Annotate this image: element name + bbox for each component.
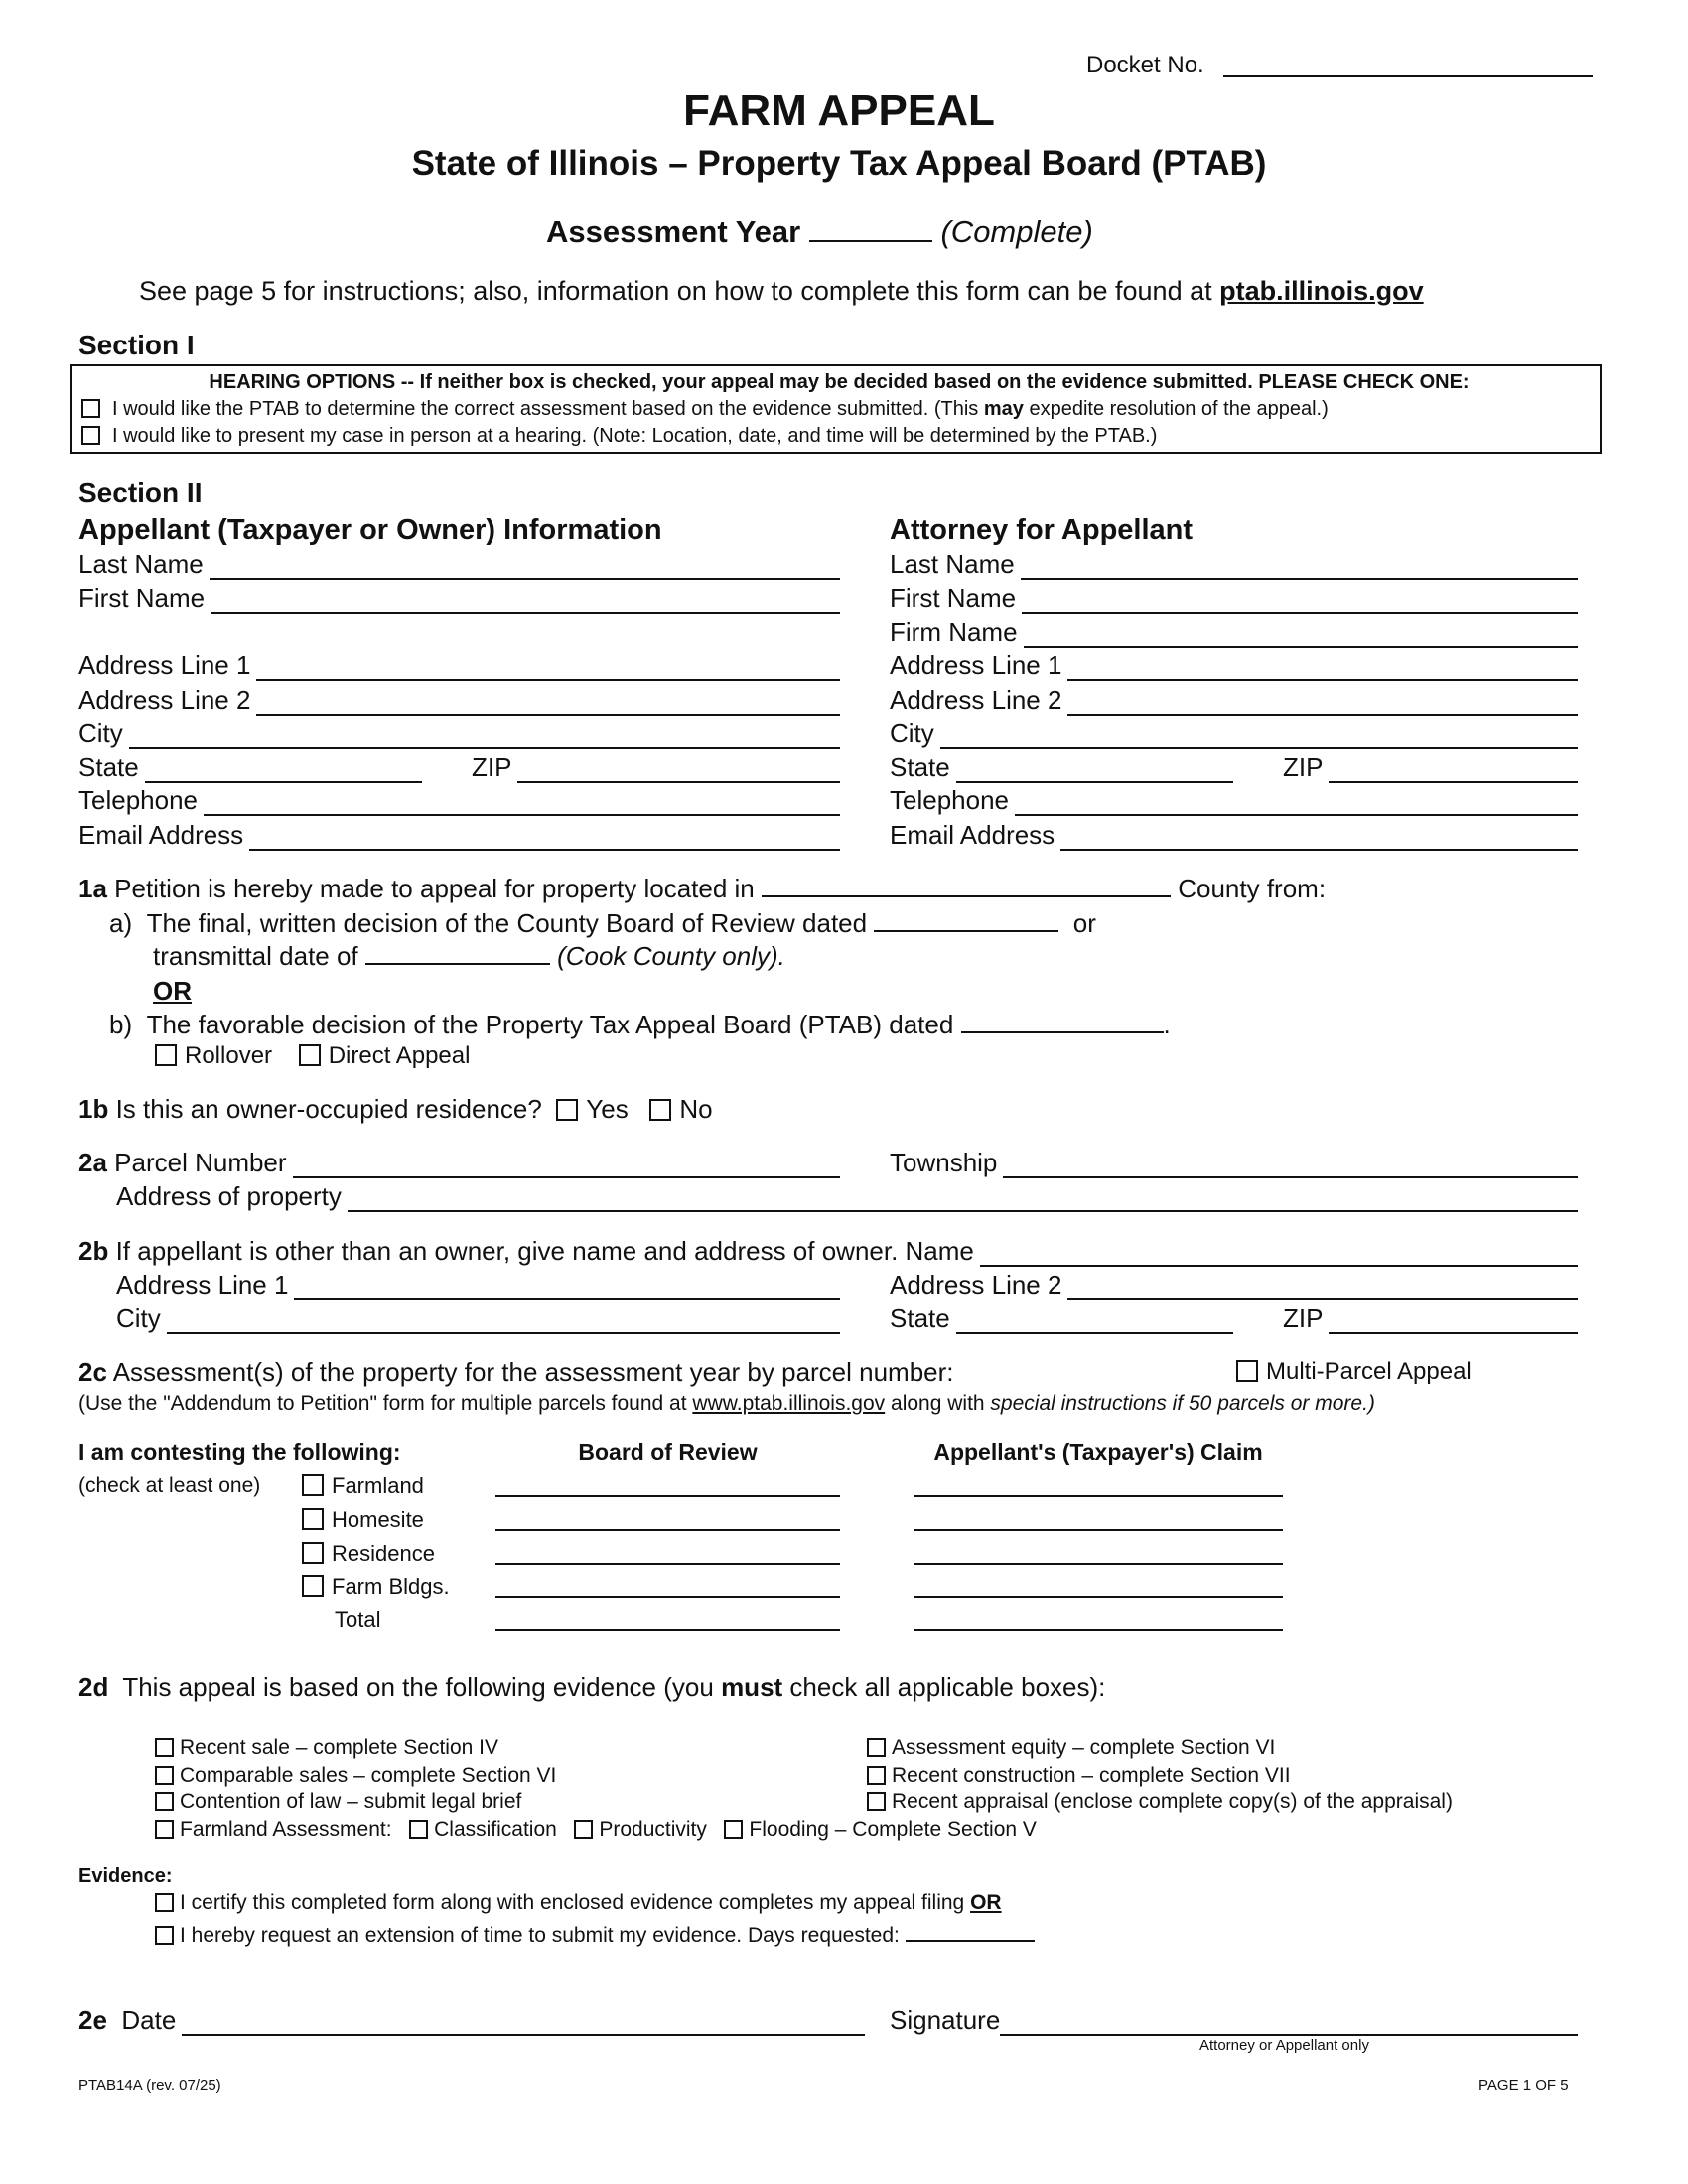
field-line[interactable] <box>210 558 840 580</box>
field-line[interactable] <box>940 727 1578 749</box>
field-line[interactable] <box>517 761 840 783</box>
field-line[interactable] <box>256 659 840 681</box>
checkbox[interactable] <box>81 399 100 418</box>
county-field[interactable] <box>762 876 1171 897</box>
field-line[interactable] <box>1015 794 1578 816</box>
contest-farm-bldgs[interactable] <box>302 1574 450 1600</box>
label: First Name <box>78 583 206 613</box>
extension-option[interactable] <box>155 1923 1035 1948</box>
field-line[interactable] <box>1329 761 1578 783</box>
evidence-recent-sale[interactable] <box>155 1735 498 1760</box>
label: First Name <box>890 583 1017 613</box>
label: Parcel Number <box>114 1148 287 1177</box>
attorney-first-name[interactable] <box>890 583 1578 614</box>
checkbox[interactable] <box>302 1575 324 1597</box>
option-label: Yes <box>586 1094 629 1124</box>
q1a-b-row <box>109 1010 1171 1040</box>
q-text: County from: <box>1178 874 1327 903</box>
bor-residence-field[interactable] <box>495 1563 840 1565</box>
q1a-a-row-2 <box>153 941 785 972</box>
label: Date <box>121 2005 177 2035</box>
township[interactable] <box>890 1148 1578 1178</box>
option-text: expedite resolution of the appeal.) <box>1029 398 1329 420</box>
appellant-email[interactable] <box>78 820 840 851</box>
productivity-checkbox[interactable] <box>574 1820 593 1839</box>
owner-city[interactable] <box>116 1303 840 1334</box>
attorney-zip[interactable] <box>1283 752 1578 783</box>
owner-name[interactable] <box>78 1236 1578 1267</box>
owner-zip[interactable] <box>1283 1303 1578 1334</box>
option-label: I hereby request an extension of time to submit my evidence. Days requested: <box>180 1924 900 1947</box>
hearing-option-2[interactable] <box>81 424 1157 448</box>
column-appellant-claim: Appellant's (Taxpayer's) Claim <box>933 1439 1263 1465</box>
field-line[interactable] <box>167 1312 840 1334</box>
field-line[interactable] <box>980 1245 1578 1267</box>
q-text: Is this an owner-occupied residence? <box>115 1094 542 1124</box>
evidence-comparable-sales[interactable] <box>155 1763 556 1788</box>
checkbox[interactable] <box>867 1792 886 1811</box>
field-line[interactable] <box>1067 1279 1578 1300</box>
contest-farmland[interactable] <box>302 1473 424 1499</box>
claim-farm-bldgs-field[interactable] <box>914 1596 1283 1598</box>
check-note: (check at least one) <box>78 1474 261 1497</box>
q-num: 2b <box>78 1236 109 1266</box>
classification-checkbox[interactable] <box>409 1820 428 1839</box>
label: Firm Name <box>890 617 1018 647</box>
evidence-farmland <box>155 1817 1037 1842</box>
label: Township <box>890 1148 998 1177</box>
appellant-telephone[interactable] <box>78 785 840 816</box>
label: Telephone <box>78 785 198 815</box>
claim-residence-field[interactable] <box>914 1563 1283 1565</box>
field-line[interactable] <box>1067 694 1578 716</box>
q1b-row <box>78 1094 713 1125</box>
label: Address Line 1 <box>78 650 251 680</box>
assessment-year-label: Assessment Year <box>546 214 801 249</box>
label: Email Address <box>890 820 1055 850</box>
certify-option[interactable] <box>155 1890 1002 1915</box>
checkbox[interactable] <box>155 1893 174 1912</box>
option-label: Recent construction – complete Section VII <box>892 1764 1291 1787</box>
label: State <box>78 752 139 782</box>
field-line[interactable] <box>1067 659 1578 681</box>
transmittal-date-field[interactable] <box>365 943 550 965</box>
label: State <box>890 1303 950 1333</box>
property-address[interactable] <box>116 1181 1578 1212</box>
q-num: 2a <box>78 1148 107 1177</box>
checkbox[interactable] <box>155 1792 174 1811</box>
or-label: OR <box>970 1891 1002 1914</box>
field-line[interactable] <box>204 794 840 816</box>
hearing-options-heading: HEARING OPTIONS -- If neither box is checked, your appeal may be decided based on the evidence submitted. PLEASE CHECK ONE: <box>209 371 1470 393</box>
attorney-email[interactable] <box>890 820 1578 851</box>
q-text: Petition is hereby made to appeal for property located in <box>114 874 755 903</box>
option-label: Assessment equity – complete Section VI <box>892 1736 1276 1759</box>
field-line[interactable] <box>182 2014 865 2036</box>
option-label: Farmland <box>332 1473 424 1498</box>
field-line[interactable] <box>956 1312 1233 1334</box>
label: City <box>116 1303 161 1333</box>
ptab-link[interactable]: ptab.illinois.gov <box>1219 276 1424 306</box>
q1a-row <box>78 874 1326 904</box>
q-text: This appeal is based on the following evidence (you <box>122 1672 714 1702</box>
attorney-firm-name[interactable] <box>890 617 1578 648</box>
owner-address-2[interactable] <box>890 1270 1578 1300</box>
instructions-text: See page 5 for instructions; also, information on how to complete this form can be found at <box>139 276 1212 306</box>
label: City <box>890 718 934 748</box>
option-label: Recent appraisal (enclose complete copy(s) of the appraisal) <box>892 1790 1453 1813</box>
field-line[interactable] <box>211 592 840 614</box>
attorney-state[interactable] <box>890 752 1233 783</box>
appellant-first-name[interactable] <box>78 583 840 614</box>
field-line[interactable] <box>249 829 840 851</box>
q1a-b-options <box>155 1042 470 1071</box>
checkbox[interactable] <box>155 1926 174 1945</box>
contest-residence[interactable] <box>302 1541 435 1567</box>
q-text: Assessment(s) of the property for the assessment year by parcel number: <box>112 1357 954 1387</box>
note-italic: special instructions if 50 parcels or more.) <box>990 1392 1375 1415</box>
option-label: Flooding – Complete Section V <box>749 1818 1037 1841</box>
attorney-address-2[interactable] <box>890 685 1578 716</box>
option-label: Farmland Assessment: <box>180 1818 392 1841</box>
form-id: PTAB14A (rev. 07/25) <box>78 2077 221 2094</box>
attorney-heading: Attorney for Appellant <box>890 514 1194 546</box>
flooding-checkbox[interactable] <box>724 1820 743 1839</box>
label: ZIP <box>1283 1303 1324 1333</box>
option-text: I would like the PTAB to determine the correct assessment based on the evidence submitted. (This <box>112 398 979 420</box>
checkbox[interactable] <box>302 1508 324 1530</box>
assessment-year-note: (Complete) <box>940 214 1093 249</box>
field-line[interactable] <box>129 727 840 749</box>
form-subtitle: State of Illinois – Property Tax Appeal Board (PTAB) <box>411 144 1267 183</box>
label: Last Name <box>890 549 1015 579</box>
q-num: 1a <box>78 874 107 903</box>
q-text: or <box>1072 908 1096 938</box>
evidence-recent-appraisal[interactable] <box>867 1789 1453 1814</box>
claim-total-field[interactable] <box>914 1629 1283 1631</box>
section-1-title: Section I <box>78 330 195 360</box>
q-num: 2e <box>78 2005 107 2035</box>
q2c-note <box>78 1391 1375 1416</box>
evidence-recent-construction[interactable] <box>867 1763 1291 1788</box>
appellant-heading: Appellant (Taxpayer or Owner) Information <box>78 514 662 546</box>
date-field[interactable] <box>78 2005 865 2036</box>
option-label: Residence <box>332 1541 435 1566</box>
attorney-telephone[interactable] <box>890 785 1578 816</box>
q-text: . <box>1163 1010 1171 1039</box>
q-text: The favorable decision of the Property Tax Appeal Board (PTAB) dated <box>146 1010 954 1039</box>
label: State <box>890 752 950 782</box>
option-label: Contention of law – submit legal brief <box>180 1790 522 1813</box>
docket-label: Docket No. <box>1086 52 1204 78</box>
parcel-number[interactable] <box>78 1148 840 1178</box>
evidence-label: Evidence: <box>78 1865 173 1887</box>
field-line[interactable] <box>1021 558 1578 580</box>
checkbox[interactable] <box>867 1766 886 1785</box>
bor-total-field[interactable] <box>495 1629 840 1631</box>
field-line[interactable] <box>956 761 1233 783</box>
label: If appellant is other than an owner, give name and address of owner. Name <box>115 1236 974 1266</box>
option-text: I would like to present my case in person at a hearing. (Note: Location, date, and time will be determined by the PTAB.) <box>112 425 1158 447</box>
claim-farmland-field[interactable] <box>914 1495 1283 1497</box>
q-num: 2c <box>78 1357 107 1387</box>
direct-appeal-checkbox[interactable] <box>299 1044 321 1066</box>
appellant-state[interactable] <box>78 752 422 783</box>
appellant-last-name[interactable] <box>78 549 840 580</box>
bor-homesite-field[interactable] <box>495 1529 840 1531</box>
section-2-title: Section II <box>78 478 203 508</box>
rollover-checkbox[interactable] <box>155 1044 177 1066</box>
q-num: 2d <box>78 1672 109 1702</box>
field-line[interactable] <box>293 1157 840 1178</box>
label: Address Line 1 <box>116 1270 289 1299</box>
appellant-address-1[interactable] <box>78 650 840 681</box>
option-label: Classification <box>434 1818 557 1841</box>
option-label: Recent sale – complete Section IV <box>180 1736 499 1759</box>
option-bold: may <box>983 398 1024 420</box>
option-label: Direct Appeal <box>328 1042 471 1069</box>
days-requested-field[interactable] <box>906 1924 1035 1942</box>
label: Address of property <box>116 1181 342 1211</box>
column-board-of-review: Board of Review <box>578 1439 758 1465</box>
ptab-link[interactable]: www.ptab.illinois.gov <box>692 1392 886 1415</box>
q-text: The final, written decision of the County Board of Review dated <box>146 908 868 938</box>
field-line[interactable] <box>294 1279 840 1300</box>
instructions <box>139 275 1424 307</box>
appellant-zip[interactable] <box>472 752 840 783</box>
label: ZIP <box>1283 752 1324 782</box>
yes-checkbox[interactable] <box>556 1099 578 1121</box>
option-label: Productivity <box>599 1818 707 1841</box>
q2d-row <box>78 1672 1105 1703</box>
q-text: transmittal date of <box>153 941 358 971</box>
signature-field[interactable] <box>890 2005 1578 2036</box>
field-line[interactable] <box>1329 1312 1578 1334</box>
q2c-row <box>78 1357 954 1388</box>
total-label: Total <box>335 1607 381 1632</box>
label: City <box>78 718 123 748</box>
appellant-city[interactable] <box>78 718 840 749</box>
ptab-date-field[interactable] <box>961 1012 1164 1033</box>
claim-homesite-field[interactable] <box>914 1529 1283 1531</box>
field-line[interactable] <box>1060 829 1578 851</box>
note-text: (Use the "Addendum to Petition" form for multiple parcels found at <box>78 1392 687 1415</box>
label: Address Line 2 <box>890 685 1062 715</box>
checkbox[interactable] <box>155 1738 174 1757</box>
evidence-contention-of-law[interactable] <box>155 1789 521 1814</box>
page-number: PAGE 1 OF 5 <box>1478 2077 1569 2094</box>
q-text: check all applicable boxes): <box>789 1672 1106 1702</box>
option-label: Rollover <box>185 1042 273 1069</box>
option-label: Multi-Parcel Appeal <box>1266 1358 1472 1385</box>
option-label: Farm Bldgs. <box>332 1574 450 1599</box>
bor-date-field[interactable] <box>874 910 1058 932</box>
field-line[interactable] <box>1000 2014 1578 2036</box>
multi-parcel-checkbox[interactable] <box>1236 1360 1258 1382</box>
attorney-last-name[interactable] <box>890 549 1578 580</box>
hearing-option-1[interactable] <box>81 397 1329 421</box>
option-label: Comparable sales – complete Section VI <box>180 1764 557 1787</box>
field-line[interactable] <box>256 694 840 716</box>
q1a-a-row <box>109 908 1096 939</box>
item-label: b) <box>109 1010 133 1039</box>
option-label: No <box>679 1094 713 1124</box>
note-text: along with <box>891 1392 985 1415</box>
label: ZIP <box>472 752 512 782</box>
owner-address-1[interactable] <box>116 1270 840 1300</box>
item-label: a) <box>109 908 133 938</box>
label: Address Line 2 <box>78 685 251 715</box>
signature-note: Attorney or Appellant only <box>1199 2037 1369 2054</box>
q-num: 1b <box>78 1094 109 1124</box>
attorney-address-1[interactable] <box>890 650 1578 681</box>
docket-field[interactable] <box>1223 75 1593 77</box>
label: Telephone <box>890 785 1009 815</box>
checkbox[interactable] <box>302 1542 324 1564</box>
field-line[interactable] <box>1024 626 1578 648</box>
label: Email Address <box>78 820 244 850</box>
label: Address Line 2 <box>890 1270 1062 1299</box>
multi-parcel-option[interactable] <box>1236 1358 1472 1387</box>
bor-farm-bldgs-field[interactable] <box>495 1596 840 1598</box>
or-label: OR <box>153 976 192 1006</box>
farmland-checkbox[interactable] <box>155 1820 174 1839</box>
owner-state[interactable] <box>890 1303 1233 1334</box>
contesting-heading: I am contesting the following: <box>78 1439 401 1465</box>
label: Address Line 1 <box>890 650 1062 680</box>
assessment-year-field[interactable] <box>809 220 932 242</box>
attorney-city[interactable] <box>890 718 1578 749</box>
q-bold: must <box>721 1672 783 1702</box>
label: Signature <box>890 2005 1001 2035</box>
option-label: I certify this completed form along with enclosed evidence completes my appeal filing <box>180 1891 965 1914</box>
field-line[interactable] <box>1003 1157 1578 1178</box>
field-line[interactable] <box>1022 592 1578 614</box>
checkbox[interactable] <box>302 1474 324 1496</box>
form-title: FARM APPEAL <box>683 86 995 135</box>
no-checkbox[interactable] <box>649 1099 671 1121</box>
q-note: (Cook County only). <box>557 941 785 971</box>
evidence-assessment-equity[interactable] <box>867 1735 1275 1760</box>
assessment-year-row <box>546 213 1093 250</box>
checkbox[interactable] <box>81 426 100 445</box>
checkbox[interactable] <box>867 1738 886 1757</box>
contest-homesite[interactable] <box>302 1507 424 1533</box>
label: Last Name <box>78 549 204 579</box>
checkbox[interactable] <box>155 1766 174 1785</box>
appellant-address-2[interactable] <box>78 685 840 716</box>
option-label: Homesite <box>332 1507 424 1532</box>
field-line[interactable] <box>145 761 422 783</box>
bor-farmland-field[interactable] <box>495 1495 840 1497</box>
field-line[interactable] <box>348 1190 1578 1212</box>
